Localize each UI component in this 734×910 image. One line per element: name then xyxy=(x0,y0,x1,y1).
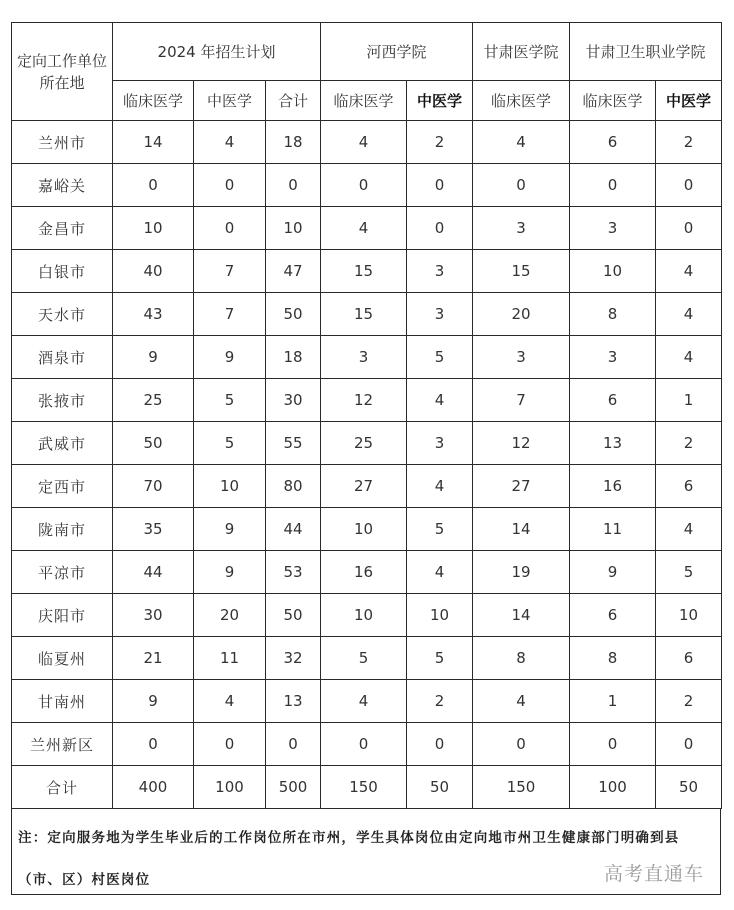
vocational-clinical-cell: 3 xyxy=(570,336,656,379)
plan-tcm-cell: 4 xyxy=(194,121,266,164)
plan-clinical-cell: 21 xyxy=(113,637,194,680)
plan-total-cell: 50 xyxy=(266,293,321,336)
vocational-tcm-cell: 4 xyxy=(656,508,722,551)
hexi-clinical-cell: 4 xyxy=(321,680,407,723)
city-cell: 张掖市 xyxy=(12,379,113,422)
plan-total-cell: 55 xyxy=(266,422,321,465)
vocational-clinical-cell: 0 xyxy=(570,164,656,207)
plan-tcm-cell: 0 xyxy=(194,164,266,207)
header-row-subjects xyxy=(12,81,722,121)
vocational-clinical-cell: 100 xyxy=(570,766,656,809)
vocational-clinical-cell: 8 xyxy=(570,637,656,680)
plan-tcm-cell: 9 xyxy=(194,336,266,379)
hexi-tcm-cell: 3 xyxy=(407,250,473,293)
plan-clinical-cell: 0 xyxy=(113,723,194,766)
vocational-clinical-cell: 8 xyxy=(570,293,656,336)
gansu-medical-clinical-cell: 14 xyxy=(473,594,570,637)
table-row xyxy=(12,680,722,723)
vocational-tcm-cell: 4 xyxy=(656,336,722,379)
plan-total-cell: 10 xyxy=(266,207,321,250)
table-row xyxy=(12,379,722,422)
hexi-clinical-cell: 12 xyxy=(321,379,407,422)
hexi-tcm-cell: 5 xyxy=(407,336,473,379)
hexi-tcm-cell: 4 xyxy=(407,379,473,422)
hexi-tcm-cell: 3 xyxy=(407,293,473,336)
total-row xyxy=(12,766,722,809)
gansu-medical-clinical-header: 临床医学 xyxy=(473,81,570,121)
hexi-clinical-cell: 3 xyxy=(321,336,407,379)
plan-total-cell: 80 xyxy=(266,465,321,508)
hexi-clinical-header: 临床医学 xyxy=(321,81,407,121)
plan-total-header: 合计 xyxy=(266,81,321,121)
hexi-clinical-cell: 4 xyxy=(321,121,407,164)
hexi-tcm-cell: 2 xyxy=(407,121,473,164)
vocational-tcm-cell: 0 xyxy=(656,723,722,766)
gansu-medical-clinical-cell: 20 xyxy=(473,293,570,336)
plan-total-cell: 47 xyxy=(266,250,321,293)
plan-tcm-cell: 4 xyxy=(194,680,266,723)
plan-total-cell: 53 xyxy=(266,551,321,594)
hexi-tcm-cell: 4 xyxy=(407,465,473,508)
hexi-clinical-cell: 25 xyxy=(321,422,407,465)
table-row xyxy=(12,465,722,508)
vocational-clinical-cell: 1 xyxy=(570,680,656,723)
vocational-tcm-cell: 5 xyxy=(656,551,722,594)
plan-tcm-cell: 7 xyxy=(194,293,266,336)
plan-clinical-cell: 9 xyxy=(113,680,194,723)
gansu-medical-college-header: 甘肃医学院 xyxy=(473,23,570,81)
plan-total-cell: 30 xyxy=(266,379,321,422)
plan-clinical-cell: 400 xyxy=(113,766,194,809)
hexi-tcm-cell: 3 xyxy=(407,422,473,465)
gansu-health-vocational-college-header: 甘肃卫生职业学院 xyxy=(570,23,722,81)
city-cell: 武威市 xyxy=(12,422,113,465)
plan-clinical-cell: 40 xyxy=(113,250,194,293)
table-row xyxy=(12,551,722,594)
city-cell: 嘉峪关 xyxy=(12,164,113,207)
plan-tcm-cell: 100 xyxy=(194,766,266,809)
hexi-tcm-cell: 2 xyxy=(407,680,473,723)
hexi-tcm-cell: 10 xyxy=(407,594,473,637)
plan-clinical-cell: 43 xyxy=(113,293,194,336)
hexi-tcm-cell: 5 xyxy=(407,508,473,551)
plan-clinical-cell: 50 xyxy=(113,422,194,465)
hexi-clinical-cell: 15 xyxy=(321,293,407,336)
hexi-college-header: 河西学院 xyxy=(321,23,473,81)
city-cell: 临夏州 xyxy=(12,637,113,680)
vocational-clinical-cell: 16 xyxy=(570,465,656,508)
hexi-clinical-cell: 27 xyxy=(321,465,407,508)
plan-clinical-cell: 70 xyxy=(113,465,194,508)
vocational-tcm-cell: 6 xyxy=(656,637,722,680)
location-column-header: 定向工作单位所在地 xyxy=(12,23,113,121)
hexi-clinical-cell: 10 xyxy=(321,508,407,551)
table-row xyxy=(12,594,722,637)
hexi-clinical-cell: 15 xyxy=(321,250,407,293)
hexi-tcm-cell: 0 xyxy=(407,723,473,766)
city-cell: 陇南市 xyxy=(12,508,113,551)
plan-tcm-cell: 0 xyxy=(194,723,266,766)
vocational-clinical-cell: 6 xyxy=(570,379,656,422)
plan-total-cell: 0 xyxy=(266,164,321,207)
plan-tcm-cell: 5 xyxy=(194,422,266,465)
plan-total-cell: 44 xyxy=(266,508,321,551)
city-cell: 定西市 xyxy=(12,465,113,508)
gansu-medical-clinical-cell: 0 xyxy=(473,723,570,766)
plan-tcm-cell: 11 xyxy=(194,637,266,680)
plan-clinical-cell: 9 xyxy=(113,336,194,379)
admission-plan-document xyxy=(11,22,721,895)
vocational-tcm-cell: 0 xyxy=(656,164,722,207)
hexi-tcm-cell: 5 xyxy=(407,637,473,680)
gansu-medical-clinical-cell: 7 xyxy=(473,379,570,422)
vocational-tcm-header: 中医学 xyxy=(656,81,722,121)
plan-total-cell: 13 xyxy=(266,680,321,723)
vocational-tcm-cell: 1 xyxy=(656,379,722,422)
plan-total-cell: 0 xyxy=(266,723,321,766)
gansu-medical-clinical-cell: 27 xyxy=(473,465,570,508)
plan-total-cell: 50 xyxy=(266,594,321,637)
vocational-tcm-cell: 2 xyxy=(656,121,722,164)
hexi-tcm-cell: 4 xyxy=(407,551,473,594)
gansu-medical-clinical-cell: 4 xyxy=(473,121,570,164)
gansu-medical-clinical-cell: 4 xyxy=(473,680,570,723)
header-row-groups xyxy=(12,23,722,81)
gansu-medical-clinical-cell: 3 xyxy=(473,336,570,379)
watermark: 高考直通车 xyxy=(603,863,704,885)
plan-clinical-cell: 25 xyxy=(113,379,194,422)
admission-plan-table xyxy=(11,22,722,809)
vocational-clinical-cell: 9 xyxy=(570,551,656,594)
footnote: 注：定向服务地为学生毕业后的工作岗位所在市州，学生具体岗位由定向地市州卫生健康部门明确到县（市、区）村医岗位 xyxy=(11,809,721,895)
hexi-tcm-header: 中医学 xyxy=(407,81,473,121)
table-row xyxy=(12,637,722,680)
plan-tcm-cell: 20 xyxy=(194,594,266,637)
vocational-clinical-cell: 13 xyxy=(570,422,656,465)
hexi-tcm-cell: 50 xyxy=(407,766,473,809)
hexi-clinical-cell: 0 xyxy=(321,723,407,766)
city-cell: 酒泉市 xyxy=(12,336,113,379)
vocational-tcm-cell: 4 xyxy=(656,250,722,293)
table-row xyxy=(12,207,722,250)
gansu-medical-clinical-cell: 0 xyxy=(473,164,570,207)
vocational-tcm-cell: 2 xyxy=(656,422,722,465)
plan-clinical-cell: 10 xyxy=(113,207,194,250)
vocational-tcm-cell: 4 xyxy=(656,293,722,336)
table-row xyxy=(12,293,722,336)
city-cell: 金昌市 xyxy=(12,207,113,250)
gansu-medical-clinical-cell: 150 xyxy=(473,766,570,809)
vocational-clinical-cell: 6 xyxy=(570,121,656,164)
vocational-clinical-cell: 0 xyxy=(570,723,656,766)
city-cell: 平凉市 xyxy=(12,551,113,594)
plan-clinical-cell: 30 xyxy=(113,594,194,637)
hexi-clinical-cell: 4 xyxy=(321,207,407,250)
city-cell: 兰州市 xyxy=(12,121,113,164)
gansu-medical-clinical-cell: 12 xyxy=(473,422,570,465)
vocational-clinical-cell: 6 xyxy=(570,594,656,637)
plan-clinical-cell: 44 xyxy=(113,551,194,594)
plan-tcm-cell: 7 xyxy=(194,250,266,293)
hexi-clinical-cell: 5 xyxy=(321,637,407,680)
vocational-clinical-header: 临床医学 xyxy=(570,81,656,121)
city-cell: 庆阳市 xyxy=(12,594,113,637)
hexi-clinical-cell: 16 xyxy=(321,551,407,594)
total-label-cell: 合计 xyxy=(12,766,113,809)
gansu-medical-clinical-cell: 8 xyxy=(473,637,570,680)
vocational-clinical-cell: 10 xyxy=(570,250,656,293)
plan-total-cell: 18 xyxy=(266,121,321,164)
vocational-tcm-cell: 10 xyxy=(656,594,722,637)
hexi-clinical-cell: 0 xyxy=(321,164,407,207)
city-cell: 甘南州 xyxy=(12,680,113,723)
gansu-medical-clinical-cell: 15 xyxy=(473,250,570,293)
table-row xyxy=(12,723,722,766)
table-row xyxy=(12,164,722,207)
hexi-clinical-cell: 150 xyxy=(321,766,407,809)
city-cell: 天水市 xyxy=(12,293,113,336)
plan-total-cell: 500 xyxy=(266,766,321,809)
vocational-tcm-cell: 50 xyxy=(656,766,722,809)
city-cell: 白银市 xyxy=(12,250,113,293)
vocational-tcm-cell: 0 xyxy=(656,207,722,250)
plan-tcm-cell: 0 xyxy=(194,207,266,250)
table-row xyxy=(12,422,722,465)
plan-clinical-cell: 14 xyxy=(113,121,194,164)
vocational-clinical-cell: 3 xyxy=(570,207,656,250)
hexi-clinical-cell: 10 xyxy=(321,594,407,637)
gansu-medical-clinical-cell: 14 xyxy=(473,508,570,551)
gansu-medical-clinical-cell: 3 xyxy=(473,207,570,250)
table-row xyxy=(12,250,722,293)
plan-clinical-cell: 0 xyxy=(113,164,194,207)
vocational-clinical-cell: 11 xyxy=(570,508,656,551)
plan-tcm-cell: 9 xyxy=(194,551,266,594)
plan-total-cell: 32 xyxy=(266,637,321,680)
plan-tcm-cell: 5 xyxy=(194,379,266,422)
gansu-medical-clinical-cell: 19 xyxy=(473,551,570,594)
table-row xyxy=(12,508,722,551)
table-row xyxy=(12,121,722,164)
plan-clinical-header: 临床医学 xyxy=(113,81,194,121)
vocational-tcm-cell: 6 xyxy=(656,465,722,508)
hexi-tcm-cell: 0 xyxy=(407,207,473,250)
plan-clinical-cell: 35 xyxy=(113,508,194,551)
vocational-tcm-cell: 2 xyxy=(656,680,722,723)
plan-total-cell: 18 xyxy=(266,336,321,379)
table-row xyxy=(12,336,722,379)
hexi-tcm-cell: 0 xyxy=(407,164,473,207)
plan-tcm-header: 中医学 xyxy=(194,81,266,121)
plan-tcm-cell: 9 xyxy=(194,508,266,551)
plan-tcm-cell: 10 xyxy=(194,465,266,508)
plan-2024-header: 2024 年招生计划 xyxy=(113,23,321,81)
city-cell: 兰州新区 xyxy=(12,723,113,766)
